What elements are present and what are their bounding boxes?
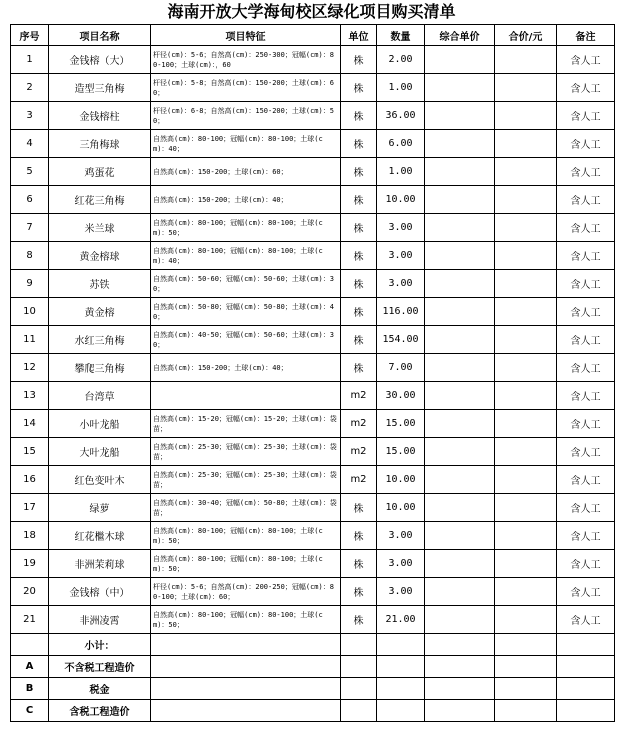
note-cell[interactable]: 含人工	[557, 326, 615, 354]
seq-cell[interactable]: 6	[11, 186, 49, 214]
table-row	[11, 466, 615, 494]
unit-cell[interactable]: 株	[341, 214, 377, 242]
unit-cell[interactable]: 株	[341, 186, 377, 214]
seq-cell[interactable]: 16	[11, 466, 49, 494]
note-cell[interactable]: 含人工	[557, 606, 615, 634]
header-unit: 单位	[341, 25, 377, 46]
unit-cell[interactable]: m2	[341, 382, 377, 410]
table-row	[11, 606, 615, 634]
qty-cell[interactable]: 15.00	[377, 410, 425, 438]
item-name-cell[interactable]: 米兰球	[49, 214, 151, 242]
qty-cell[interactable]: 3.00	[377, 522, 425, 550]
total-cell[interactable]	[495, 46, 557, 74]
unit-price-cell[interactable]	[425, 466, 495, 494]
unit-cell[interactable]: 株	[341, 494, 377, 522]
unit-price-cell[interactable]	[425, 410, 495, 438]
seq-cell[interactable]: 19	[11, 550, 49, 578]
qty-cell[interactable]: 1.00	[377, 74, 425, 102]
seq-cell[interactable]: 20	[11, 578, 49, 606]
summary-empty-cell[interactable]	[425, 634, 495, 656]
unit-price-cell[interactable]	[425, 158, 495, 186]
item-name-cell[interactable]: 三角梅球	[49, 130, 151, 158]
summary-empty-cell[interactable]	[425, 678, 495, 700]
header-total: 合价/元	[495, 25, 557, 46]
total-cell[interactable]	[495, 298, 557, 326]
summary-label-cell[interactable]: 不含税工程造价	[49, 656, 151, 678]
qty-cell[interactable]: 3.00	[377, 270, 425, 298]
seq-cell[interactable]: 9	[11, 270, 49, 298]
unit-cell[interactable]: 株	[341, 606, 377, 634]
unit-price-cell[interactable]	[425, 382, 495, 410]
item-feature-cell[interactable]: 自然高(cm)：50-60；冠幅(cm)：50-60；土球(cm)：30；	[151, 270, 341, 298]
summary-empty-cell[interactable]	[377, 634, 425, 656]
total-cell[interactable]	[495, 354, 557, 382]
header-row	[11, 25, 615, 46]
note-cell[interactable]: 含人工	[557, 158, 615, 186]
qty-cell[interactable]: 3.00	[377, 242, 425, 270]
item-feature-cell[interactable]: 自然高(cm)：80-100；冠幅(cm)：80-100；土球(cm)：40；	[151, 130, 341, 158]
table-row	[11, 354, 615, 382]
summary-empty-cell[interactable]	[151, 678, 341, 700]
total-cell[interactable]	[495, 214, 557, 242]
unit-cell[interactable]: 株	[341, 354, 377, 382]
item-name-cell[interactable]: 鸡蛋花	[49, 158, 151, 186]
note-cell[interactable]: 含人工	[557, 354, 615, 382]
unit-price-cell[interactable]	[425, 242, 495, 270]
summary-empty-cell[interactable]	[341, 678, 377, 700]
summary-label-cell[interactable]: 含税工程造价	[49, 700, 151, 722]
total-cell[interactable]	[495, 74, 557, 102]
seq-cell[interactable]: 12	[11, 354, 49, 382]
table-row	[11, 130, 615, 158]
total-cell[interactable]	[495, 550, 557, 578]
unit-price-cell[interactable]	[425, 354, 495, 382]
unit-price-cell[interactable]	[425, 270, 495, 298]
unit-price-cell[interactable]	[425, 438, 495, 466]
summary-seq-cell[interactable]: B	[11, 678, 49, 700]
item-feature-cell[interactable]: 自然高(cm)：40-50；冠幅(cm)：50-60；土球(cm)：30；	[151, 326, 341, 354]
summary-empty-cell[interactable]	[495, 634, 557, 656]
seq-cell[interactable]: 17	[11, 494, 49, 522]
item-feature-cell[interactable]: 自然高(cm)：150-200；土球(cm)：40；	[151, 354, 341, 382]
summary-row	[11, 656, 615, 678]
note-cell[interactable]: 含人工	[557, 298, 615, 326]
table-row	[11, 46, 615, 74]
item-feature-cell[interactable]: 自然高(cm)：150-200；土球(cm)：60；	[151, 158, 341, 186]
unit-price-cell[interactable]	[425, 550, 495, 578]
unit-price-cell[interactable]	[425, 74, 495, 102]
unit-cell[interactable]: 株	[341, 158, 377, 186]
unit-price-cell[interactable]	[425, 494, 495, 522]
table-row	[11, 438, 615, 466]
item-name-cell[interactable]: 非洲茉莉球	[49, 550, 151, 578]
table-row	[11, 158, 615, 186]
note-cell[interactable]: 含人工	[557, 186, 615, 214]
summary-empty-cell[interactable]	[557, 656, 615, 678]
item-name-cell[interactable]: 苏铁	[49, 270, 151, 298]
table-row	[11, 326, 615, 354]
seq-cell[interactable]: 14	[11, 410, 49, 438]
note-cell[interactable]: 含人工	[557, 382, 615, 410]
table-row	[11, 382, 615, 410]
unit-cell[interactable]: 株	[341, 270, 377, 298]
item-feature-cell[interactable]: 自然高(cm)：30-40；冠幅(cm)：50-80；土球(cm)：袋苗；	[151, 494, 341, 522]
seq-cell[interactable]: 2	[11, 74, 49, 102]
sheet-title: 海南开放大学海甸校区绿化项目购买清单	[167, 2, 456, 21]
item-name-cell[interactable]: 红花三角梅	[49, 186, 151, 214]
summary-empty-cell[interactable]	[495, 700, 557, 722]
item-feature-cell[interactable]: 自然高(cm)：25-30；冠幅(cm)：25-30；土球(cm)：袋苗；	[151, 466, 341, 494]
unit-price-cell[interactable]	[425, 186, 495, 214]
item-feature-cell[interactable]: 杆径(cm)：5-6；自然高(cm)：200-250；冠幅(cm)：80-100；土球(cm)：60；	[151, 578, 341, 606]
unit-cell[interactable]: m2	[341, 410, 377, 438]
seq-cell[interactable]: 10	[11, 298, 49, 326]
note-cell[interactable]: 含人工	[557, 494, 615, 522]
item-feature-cell[interactable]: 自然高(cm)：80-100；冠幅(cm)：80-100；土球(cm)：50；	[151, 214, 341, 242]
total-cell[interactable]	[495, 438, 557, 466]
item-feature-cell[interactable]: 自然高(cm)：25-30；冠幅(cm)：25-30；土球(cm)：袋苗；	[151, 438, 341, 466]
table-row	[11, 186, 615, 214]
seq-cell[interactable]: 8	[11, 242, 49, 270]
summary-seq-cell[interactable]	[11, 634, 49, 656]
header-note: 备注	[557, 25, 615, 46]
item-feature-cell[interactable]: 自然高(cm)：80-100；冠幅(cm)：80-100；土球(cm)：50；	[151, 606, 341, 634]
seq-cell[interactable]: 13	[11, 382, 49, 410]
total-cell[interactable]	[495, 326, 557, 354]
header-seq: 序号	[11, 25, 49, 46]
unit-cell[interactable]: m2	[341, 438, 377, 466]
total-cell[interactable]	[495, 410, 557, 438]
note-cell[interactable]: 含人工	[557, 214, 615, 242]
summary-empty-cell[interactable]	[557, 700, 615, 722]
unit-price-cell[interactable]	[425, 522, 495, 550]
summary-empty-cell[interactable]	[425, 700, 495, 722]
summary-empty-cell[interactable]	[341, 634, 377, 656]
qty-cell[interactable]: 6.00	[377, 130, 425, 158]
unit-cell[interactable]: m2	[341, 466, 377, 494]
note-cell[interactable]: 含人工	[557, 438, 615, 466]
note-cell[interactable]: 含人工	[557, 74, 615, 102]
note-cell[interactable]: 含人工	[557, 102, 615, 130]
item-feature-cell[interactable]: 自然高(cm)：15-20；冠幅(cm)：15-20；土球(cm)：袋苗；	[151, 410, 341, 438]
qty-cell[interactable]: 10.00	[377, 466, 425, 494]
qty-cell[interactable]: 21.00	[377, 606, 425, 634]
total-cell[interactable]	[495, 186, 557, 214]
seq-cell[interactable]: 21	[11, 606, 49, 634]
summary-empty-cell[interactable]	[557, 678, 615, 700]
qty-cell[interactable]: 3.00	[377, 550, 425, 578]
note-cell[interactable]: 含人工	[557, 46, 615, 74]
note-cell[interactable]: 含人工	[557, 550, 615, 578]
qty-cell[interactable]: 2.00	[377, 46, 425, 74]
qty-cell[interactable]: 1.00	[377, 158, 425, 186]
summary-row	[11, 700, 615, 722]
unit-price-cell[interactable]	[425, 46, 495, 74]
summary-label-cell[interactable]: 税金	[49, 678, 151, 700]
note-cell[interactable]: 含人工	[557, 130, 615, 158]
summary-seq-cell[interactable]: C	[11, 700, 49, 722]
unit-price-cell[interactable]	[425, 102, 495, 130]
unit-price-cell[interactable]	[425, 214, 495, 242]
header-feature: 项目特征	[151, 25, 341, 46]
summary-empty-cell[interactable]	[425, 656, 495, 678]
item-feature-cell[interactable]: 自然高(cm)：150-200；土球(cm)：40；	[151, 186, 341, 214]
qty-cell[interactable]: 154.00	[377, 326, 425, 354]
unit-price-cell[interactable]	[425, 326, 495, 354]
summary-empty-cell[interactable]	[377, 700, 425, 722]
table-row	[11, 242, 615, 270]
item-name-cell[interactable]: 攀爬三角梅	[49, 354, 151, 382]
item-name-cell[interactable]: 造型三角梅	[49, 74, 151, 102]
note-cell[interactable]: 含人工	[557, 270, 615, 298]
unit-cell[interactable]: 株	[341, 102, 377, 130]
item-name-cell[interactable]: 大叶龙船	[49, 438, 151, 466]
total-cell[interactable]	[495, 102, 557, 130]
summary-empty-cell[interactable]	[341, 656, 377, 678]
table-row	[11, 522, 615, 550]
seq-cell[interactable]: 3	[11, 102, 49, 130]
seq-cell[interactable]: 15	[11, 438, 49, 466]
unit-price-cell[interactable]	[425, 130, 495, 158]
unit-cell[interactable]: 株	[341, 46, 377, 74]
qty-cell[interactable]: 3.00	[377, 578, 425, 606]
item-feature-cell[interactable]: 自然高(cm)：50-80；冠幅(cm)：50-80；土球(cm)：40；	[151, 298, 341, 326]
unit-price-cell[interactable]	[425, 606, 495, 634]
total-cell[interactable]	[495, 130, 557, 158]
qty-cell[interactable]: 3.00	[377, 214, 425, 242]
note-cell[interactable]: 含人工	[557, 522, 615, 550]
item-name-cell[interactable]: 小叶龙船	[49, 410, 151, 438]
unit-price-cell[interactable]	[425, 298, 495, 326]
item-name-cell[interactable]: 金钱榕（中）	[49, 578, 151, 606]
seq-cell[interactable]: 4	[11, 130, 49, 158]
qty-cell[interactable]: 30.00	[377, 382, 425, 410]
unit-cell[interactable]: 株	[341, 550, 377, 578]
item-name-cell[interactable]: 金钱榕（大）	[49, 46, 151, 74]
unit-cell[interactable]: 株	[341, 74, 377, 102]
note-cell[interactable]: 含人工	[557, 410, 615, 438]
summary-empty-cell[interactable]	[151, 656, 341, 678]
total-cell[interactable]	[495, 158, 557, 186]
qty-cell[interactable]: 10.00	[377, 494, 425, 522]
item-name-cell[interactable]: 金钱榕柱	[49, 102, 151, 130]
table-row	[11, 298, 615, 326]
table-row	[11, 578, 615, 606]
unit-price-cell[interactable]	[425, 578, 495, 606]
note-cell[interactable]: 含人工	[557, 466, 615, 494]
summary-empty-cell[interactable]	[377, 678, 425, 700]
total-cell[interactable]	[495, 522, 557, 550]
unit-cell[interactable]: 株	[341, 326, 377, 354]
item-feature-cell[interactable]: 自然高(cm)：80-100；冠幅(cm)：80-100；土球(cm)：50；	[151, 550, 341, 578]
table-row	[11, 550, 615, 578]
seq-cell[interactable]: 5	[11, 158, 49, 186]
header-qty: 数量	[377, 25, 425, 46]
table-row	[11, 410, 615, 438]
qty-cell[interactable]: 116.00	[377, 298, 425, 326]
item-name-cell[interactable]: 绿萝	[49, 494, 151, 522]
qty-cell[interactable]: 7.00	[377, 354, 425, 382]
header-unit-price: 综合单价	[425, 25, 495, 46]
total-cell[interactable]	[495, 606, 557, 634]
summary-empty-cell[interactable]	[495, 678, 557, 700]
unit-cell[interactable]: 株	[341, 578, 377, 606]
unit-cell[interactable]: 株	[341, 522, 377, 550]
item-feature-cell[interactable]: 自然高(cm)：80-100；冠幅(cm)：80-100；土球(cm)：50；	[151, 522, 341, 550]
summary-seq-cell[interactable]: A	[11, 656, 49, 678]
purchase-list-table	[10, 24, 615, 722]
summary-row	[11, 634, 615, 656]
total-cell[interactable]	[495, 494, 557, 522]
item-feature-cell[interactable]: 杆径(cm)：6-8；自然高(cm)：150-200；土球(cm)：50；	[151, 102, 341, 130]
summary-empty-cell[interactable]	[557, 634, 615, 656]
seq-cell[interactable]: 1	[11, 46, 49, 74]
table-row	[11, 74, 615, 102]
seq-cell[interactable]: 18	[11, 522, 49, 550]
summary-empty-cell[interactable]	[151, 700, 341, 722]
qty-cell[interactable]: 10.00	[377, 186, 425, 214]
seq-cell[interactable]: 11	[11, 326, 49, 354]
item-feature-cell[interactable]: 自然高(cm)：80-100；冠幅(cm)：80-100；土球(cm)：40；	[151, 242, 341, 270]
summary-label-cell[interactable]: 小计：	[49, 634, 151, 656]
item-name-cell[interactable]: 水红三角梅	[49, 326, 151, 354]
total-cell[interactable]	[495, 466, 557, 494]
item-feature-cell[interactable]: 杆径(cm)：5-8；自然高(cm)：150-200；土球(cm)：60；	[151, 74, 341, 102]
table-row	[11, 214, 615, 242]
table-row	[11, 494, 615, 522]
note-cell[interactable]: 含人工	[557, 242, 615, 270]
header-name: 项目名称	[49, 25, 151, 46]
item-name-cell[interactable]: 黄金榕球	[49, 242, 151, 270]
seq-cell[interactable]: 7	[11, 214, 49, 242]
table-row	[11, 102, 615, 130]
unit-cell[interactable]: 株	[341, 130, 377, 158]
item-name-cell[interactable]: 红花檵木球	[49, 522, 151, 550]
total-cell[interactable]	[495, 382, 557, 410]
item-name-cell[interactable]: 黄金榕	[49, 298, 151, 326]
item-name-cell[interactable]: 台湾草	[49, 382, 151, 410]
summary-row	[11, 678, 615, 700]
summary-empty-cell[interactable]	[151, 634, 341, 656]
summary-empty-cell[interactable]	[377, 656, 425, 678]
item-feature-cell[interactable]: 杆径(cm)：5-6；自然高(cm)：250-300；冠幅(cm)：80-100；土球(cm)：，60	[151, 46, 341, 74]
unit-cell[interactable]: 株	[341, 298, 377, 326]
unit-cell[interactable]: 株	[341, 242, 377, 270]
item-name-cell[interactable]: 红色变叶木	[49, 466, 151, 494]
summary-empty-cell[interactable]	[495, 656, 557, 678]
item-feature-cell[interactable]	[151, 382, 341, 410]
table-row	[11, 270, 615, 298]
note-cell[interactable]: 含人工	[557, 578, 615, 606]
total-cell[interactable]	[495, 242, 557, 270]
qty-cell[interactable]: 15.00	[377, 438, 425, 466]
total-cell[interactable]	[495, 578, 557, 606]
summary-empty-cell[interactable]	[341, 700, 377, 722]
total-cell[interactable]	[495, 270, 557, 298]
item-name-cell[interactable]: 非洲凌霄	[49, 606, 151, 634]
qty-cell[interactable]: 36.00	[377, 102, 425, 130]
